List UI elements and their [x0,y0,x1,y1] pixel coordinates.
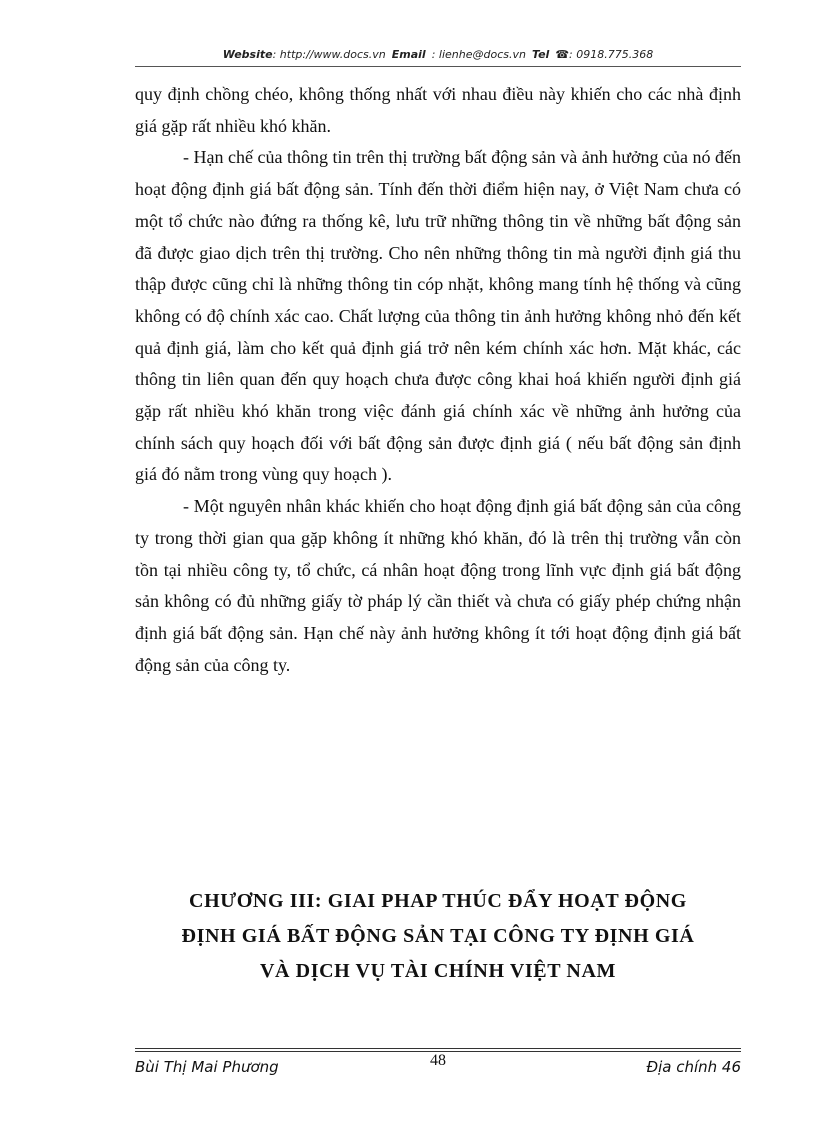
header-divider [135,66,741,67]
chapter-title [135,884,741,989]
page-header [135,48,741,61]
email-value: : lienhe@docs.vn [431,48,526,61]
paragraph-1: quy định chồng chéo, không thống nhất với nhau điều này khiến cho các nhà định giá gặp rất nhiều khó khăn. [135,84,741,136]
website-value: : http://www.docs.vn [272,48,386,61]
tel-label: Tel [531,48,550,61]
footer-author: Bùi Thị Mai Phương [135,1058,279,1076]
chapter-title-line-2: ĐỊNH GIÁ BẤT ĐỘNG SẢN TẠI CÔNG TY ĐỊNH GIÁ [181,925,695,947]
chapter-title-line-3: VÀ DỊCH VỤ TÀI CHÍNH VIỆT NAM [260,960,616,982]
page-footer [135,1052,741,1076]
footer-class-name: Địa chính 46 [646,1058,741,1076]
footer-divider-top [135,1048,741,1049]
email-label: Email [391,48,426,61]
website-label: Website [222,48,273,61]
paragraph-3: - Một nguyên nhân khác khiến cho hoạt động định giá bất động sản của công ty trong thời gian qua gặp không ít những khó khăn, đó là trên thị trường vẫn còn tồn tại nhiều công ty, tổ chức, cá nhân hoạt động trong lĩnh vực định giá bất động sản không có đủ những giấy tờ pháp lý cần thiết và chưa có giấy phép chứng nhận định giá bất động sản. Hạn chế này ảnh hưởng không ít tới hoạt động định giá bất động sản của công ty. [135,496,741,675]
body-text [135,79,741,681]
paragraph-2: - Hạn chế của thông tin trên thị trường bất động sản và ảnh hưởng của nó đến hoạt động định giá bất động sản. Tính đến thời điểm hiện nay, ở Việt Nam chưa có một tổ chức nào đứng ra thống kê, lưu trữ những thông tin về những bất động sản đã được giao dịch trên thị trường. Cho nên những thông tin mà người định giá thu thập được cũng chỉ là những thông tin cóp nhặt, không mang tính hệ thống và cũng không có độ chính xác cao. Chất lượng của thông tin ảnh hưởng không nhỏ đến kết quả định giá, làm cho kết quả định giá trở nên kém chính xác hơn. Mặt khác, các thông tin liên quan đến quy hoạch chưa được công khai hoá khiến người định giá gặp rất nhiều khó khăn trong việc đánh giá chính xác về những ảnh hưởng của chính sách quy hoạch đối với bất động sản được định giá ( nếu bất động sản định giá đó nằm trong vùng quy hoạch ). [135,147,741,485]
chapter-title-line-1: CHƯƠNG III: GIAI PHAP THÚC ĐẨY HOẠT ĐỘNG [189,890,687,912]
page-number: 48 [430,1052,446,1069]
tel-value: ☎: 0918.775.368 [555,48,654,61]
